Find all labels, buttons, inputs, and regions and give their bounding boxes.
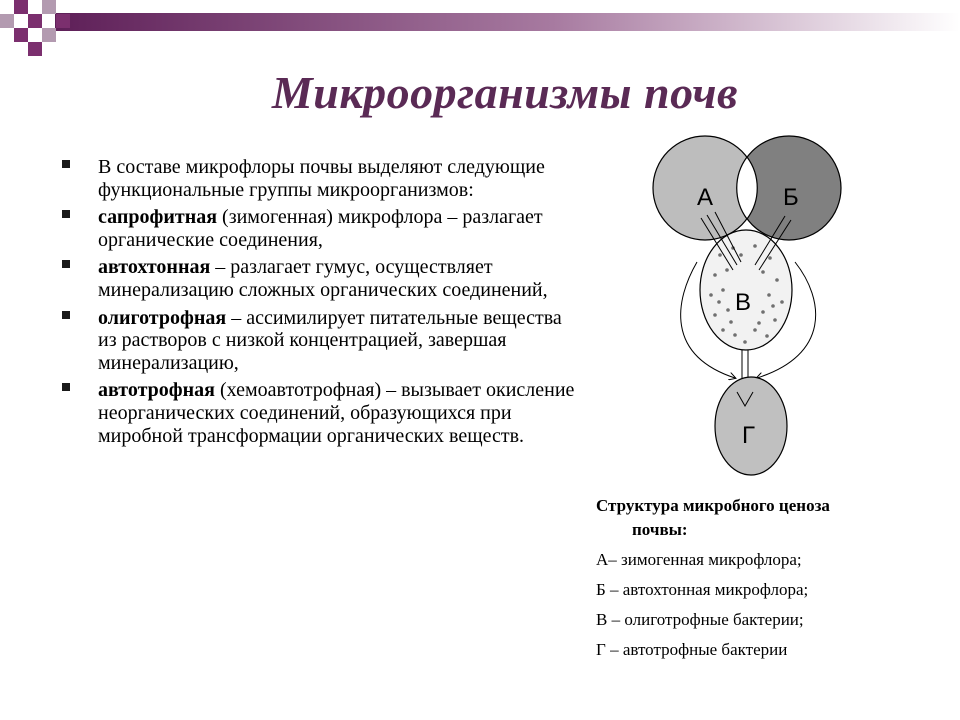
caption-title-line1: Структура микробного ценоза — [596, 496, 830, 515]
bullet-marker-icon — [62, 260, 70, 268]
label-g: Г — [742, 422, 755, 449]
caption-item: А– зимогенная микрофлора; — [596, 550, 802, 569]
bullet-item — [62, 156, 582, 201]
caption-item: В – олиготрофные бактерии; — [596, 610, 804, 629]
diagram-caption — [596, 494, 936, 662]
label-v: В — [735, 289, 752, 316]
bullet-list — [62, 156, 582, 452]
bullet-text: (зимогенная) микрофлора – разлагает органические соединения, — [98, 206, 543, 251]
bullet-marker-icon — [62, 383, 70, 391]
bullet-term: автохтонная — [98, 256, 211, 279]
header-decoration — [0, 0, 960, 60]
bullet-term: сапрофитная — [98, 206, 218, 229]
bullet-item — [62, 307, 582, 375]
bullet-text: – ассимилирует питательные вещества из растворов с низкой концентрацией, завершая минерализацию, — [98, 306, 562, 374]
label-b: Б — [783, 184, 799, 211]
bullet-term: олиготрофная — [98, 306, 227, 329]
bullet-text: (хемоавтотрофная) – вызывает окисление неорганических соединений, образующихся при миробной трансформации органических веществ. — [98, 379, 575, 447]
bullet-marker-icon — [62, 311, 70, 319]
caption-item: Г – автотрофные бактерии — [596, 640, 788, 659]
bullet-text: В составе микрофлоры почвы выделяют следующие функциональные группы микроорганизмов: — [98, 156, 545, 201]
bullet-marker-icon — [62, 210, 70, 218]
bullet-item — [62, 206, 582, 251]
slide-title: Микроорганизмы почв — [271, 67, 739, 118]
bullet-term: автотрофная — [98, 379, 215, 402]
bullet-item — [62, 379, 582, 447]
label-a: А — [697, 184, 714, 211]
caption-title-line2: почвы: — [632, 520, 688, 539]
bullet-text: – разлагает гумус, осуществляет минерализацию сложных органических соединений, — [98, 256, 548, 301]
bullet-marker-icon — [62, 160, 70, 168]
caption-title — [596, 494, 936, 542]
bullet-item — [62, 256, 582, 301]
caption-item: Б – автохтонная микрофлора; — [596, 580, 809, 599]
microbial-cenosis-diagram — [645, 130, 855, 490]
